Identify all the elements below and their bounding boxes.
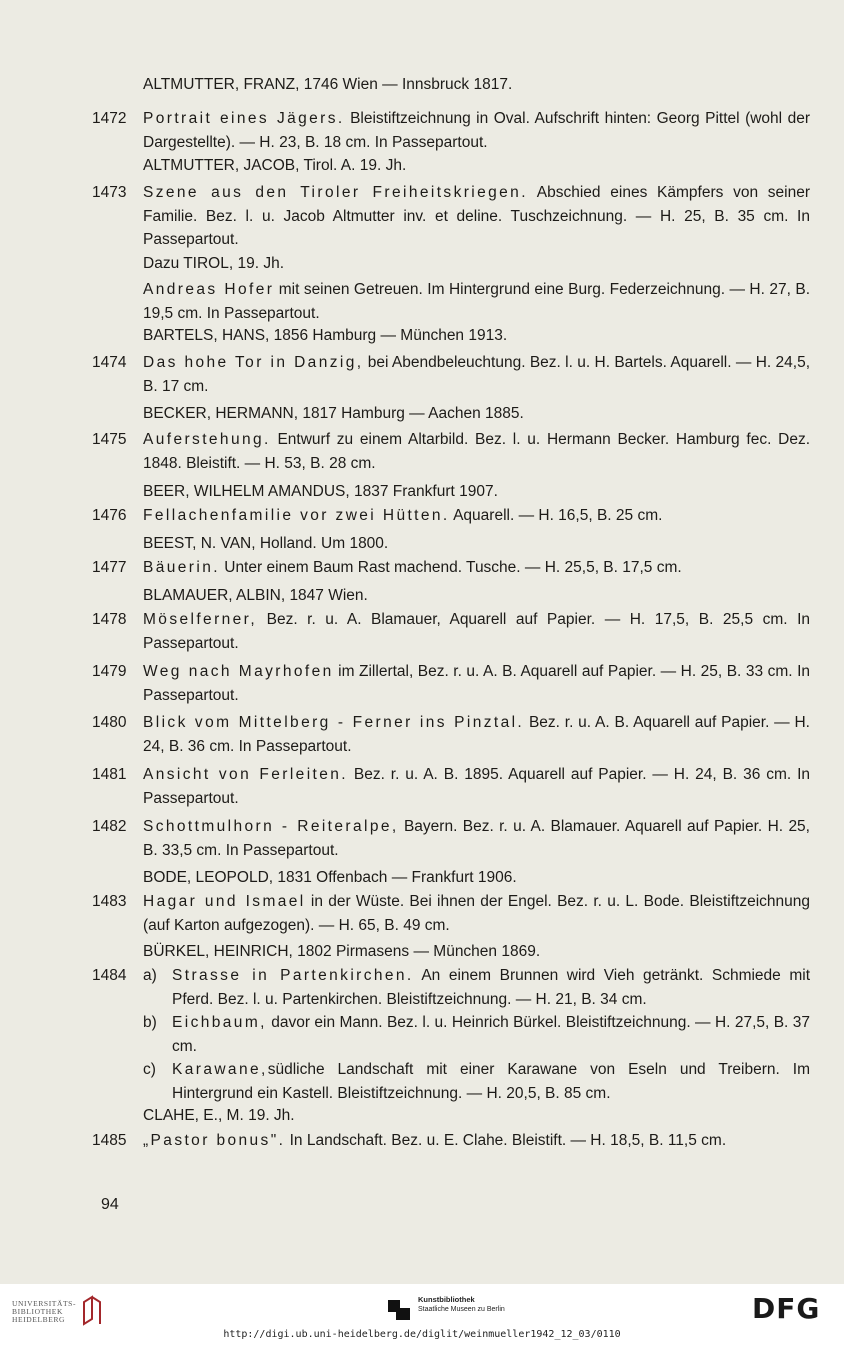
- lot-number: 1473: [92, 184, 127, 201]
- artwork-title: Szene aus den Tiroler Freiheitskriegen.: [143, 184, 528, 201]
- artwork-description: Bleistiftzeichnung in Oval. Aufschrift hinten: Georg Pittel (wohl der Dargestellte). — H. 23, B. 18 cm. In Passepartout.: [143, 110, 810, 151]
- entry-body: [143, 1129, 810, 1153]
- artwork-title: Möselferner,: [143, 611, 258, 628]
- lot-number: 1472: [92, 110, 127, 127]
- artist-heading: BLAMAUER, ALBIN, 1847 Wien.: [143, 587, 368, 604]
- artwork-description: Entwurf zu einem Altarbild. Bez. l. u. Hermann Becker. Hamburg fec. Dez. 1848. Bleistift. — H. 53, B. 28 cm.: [143, 431, 810, 472]
- entry-body: [143, 608, 810, 655]
- artwork-description: Bez. r. u. A. B. Aquarell auf Papier. — H. 24, B. 36 cm. In Passepartout.: [143, 714, 810, 755]
- artwork-title: Eichbaum,: [172, 1014, 267, 1031]
- lot-number: 1480: [92, 714, 127, 731]
- dfg-logo[interactable]: DFG: [752, 1292, 821, 1325]
- catalog-entry: [92, 890, 810, 937]
- artwork-description: bei Abendbeleuchtung. Bez. l. u. H. Bartels. Aquarell. — H. 24,5, B. 17 cm.: [143, 354, 810, 395]
- catalog-entry: [92, 608, 810, 655]
- sub-entry: [143, 1058, 810, 1105]
- artwork-description: im Zillertal, Bez. r. u. A. B. Aquarell auf Papier. — H. 25, B. 33 cm. In Passepartout.: [143, 663, 810, 704]
- artwork-title: Fellachenfamilie vor zwei Hütten.: [143, 507, 450, 524]
- lot-number: 1481: [92, 766, 127, 783]
- artwork-description: Bayern. Bez. r. u. A. Blamauer. Aquarell auf Papier. H. 25, B. 33,5 cm. In Passepartout.: [143, 818, 810, 859]
- artwork-description: Bez. r. u. A. B. 1895. Aquarell auf Papier. — H. 24, B. 36 cm. In Passepartout.: [143, 766, 811, 807]
- artwork-description: An einem Brunnen wird Vieh getränkt. Schmiede mit Pferd. Bez. l. u. Partenkirchen. Bleistiftzeichnung. — H. 21, B. 34 cm.: [172, 967, 811, 1008]
- artist-heading: ALTMUTTER, JACOB, Tirol. A. 19. Jh.: [143, 157, 407, 174]
- artwork-title: Andreas Hofer: [143, 281, 275, 298]
- artist-heading: BÜRKEL, HEINRICH, 1802 Pirmasens — München 1869.: [143, 943, 541, 960]
- lot-number: 1475: [92, 431, 127, 448]
- artwork-description: In Landschaft. Bez. u. E. Clahe. Bleistift. — H. 18,5, B. 11,5 cm.: [285, 1132, 727, 1149]
- kunst-line-2: Staatliche Museen zu Berlin: [418, 1306, 505, 1313]
- artist-heading: BEER, WILHELM AMANDUS, 1837 Frankfurt 1907.: [143, 483, 498, 500]
- lot-number: 1474: [92, 354, 127, 371]
- artwork-description: mit seinen Getreuen. Im Hintergrund eine Burg. Federzeichnung. — H. 27, B. 19,5 cm. In Passepartout.: [143, 281, 810, 322]
- catalog-entry: [92, 815, 810, 862]
- artwork-title: „Pastor bonus".: [143, 1132, 286, 1149]
- lot-number: 1484: [92, 967, 127, 984]
- entry-body: [143, 763, 810, 810]
- catalog-entry: [92, 711, 810, 758]
- lot-number: 1476: [92, 507, 127, 524]
- catalog-entry: [92, 351, 810, 398]
- artwork-description: Bez. r. u. A. Blamauer, Aquarell auf Papier. — H. 17,5, B. 25,5 cm. In Passepartout.: [143, 611, 810, 652]
- lot-number: 1479: [92, 663, 127, 680]
- catalog-entry: [92, 556, 810, 580]
- uni-line-2: BIBLIOTHEK: [12, 1307, 63, 1316]
- artwork-description: Unter einem Baum Rast machend. Tusche. — H. 25,5, B. 17,5 cm.: [219, 559, 682, 576]
- entry-body: [143, 351, 810, 398]
- footer-bar: [0, 1284, 844, 1345]
- entry-body: [143, 556, 810, 580]
- artwork-description: davor ein Mann. Bez. l. u. Heinrich Bürkel. Bleistiftzeichnung. — H. 27,5, B. 37 cm.: [172, 1014, 810, 1055]
- sub-entry-label: b): [143, 1014, 157, 1031]
- sub-entry-label: a): [143, 967, 157, 984]
- university-library-label[interactable]: [12, 1300, 76, 1324]
- entry-body: [143, 181, 810, 252]
- artwork-title: Blick vom Mittelberg - Ferner ins Pinztal.: [143, 714, 525, 731]
- lot-number: 1485: [92, 1132, 127, 1149]
- uni-line-1: UNIVERSITÄTS-: [12, 1299, 77, 1308]
- kunstbibliothek-logo-icon[interactable]: [386, 1296, 412, 1322]
- artist-heading: BECKER, HERMANN, 1817 Hamburg — Aachen 1885.: [143, 405, 524, 422]
- catalog-entry: [92, 1129, 810, 1153]
- artwork-title: Auferstehung.: [143, 431, 271, 448]
- entry-body: [143, 504, 810, 528]
- artwork-title: Weg nach Mayrhofen: [143, 663, 334, 680]
- entry-body: [143, 278, 810, 325]
- entry-body: [143, 107, 810, 154]
- lot-number: 1483: [92, 893, 127, 910]
- catalog-entry: [92, 181, 810, 252]
- entry-body: [143, 711, 810, 758]
- artist-heading: BEEST, N. VAN, Holland. Um 1800.: [143, 535, 389, 552]
- catalog-entry: [92, 964, 810, 1105]
- university-logo-icon[interactable]: [80, 1294, 102, 1328]
- catalog-entry: [92, 107, 810, 154]
- entry-body: [143, 660, 810, 707]
- catalog-entry: [92, 763, 810, 810]
- artwork-title: Schottmulhorn - Reiteralpe,: [143, 818, 399, 835]
- artist-heading: BODE, LEOPOLD, 1831 Offenbach — Frankfurt 1906.: [143, 869, 517, 886]
- artwork-description: südliche Landschaft mit einer Karawane von Eseln und Treibern. Im Hintergrund ein Kastell. Bleistiftzeichnung. — H. 20,5, B. 85 cm.: [172, 1061, 810, 1102]
- lot-number: 1482: [92, 818, 127, 835]
- artwork-title: Strasse in Partenkirchen.: [172, 967, 414, 984]
- artwork-title: Das hohe Tor in Danzig,: [143, 354, 364, 371]
- lot-number: 1477: [92, 559, 127, 576]
- kunstbibliothek-label[interactable]: [418, 1295, 505, 1314]
- artwork-description: Abschied eines Kämpfers von seiner Familie. Bez. l. u. Jacob Altmutter inv. et deline. Tuschzeichnung. — H. 25, B. 35 cm. In Passepartout.: [143, 184, 811, 248]
- sub-entry-label: c): [143, 1061, 156, 1078]
- sub-entry: [143, 964, 810, 1011]
- artist-heading: CLAHE, E., M. 19. Jh.: [143, 1107, 295, 1124]
- artist-heading: Dazu TIROL, 19. Jh.: [143, 255, 284, 272]
- sub-entry: [143, 1011, 810, 1058]
- permalink-url[interactable]: http://digi.ub.uni-heidelberg.de/diglit/weinmueller1942_12_03/0110: [223, 1329, 621, 1340]
- artwork-description: Aquarell. — H. 16,5, B. 25 cm.: [449, 507, 663, 524]
- catalog-entry: [92, 428, 810, 475]
- entry-body: [143, 964, 810, 1105]
- artwork-title: Bäuerin.: [143, 559, 220, 576]
- entry-body: [143, 428, 810, 475]
- entry-body: [143, 890, 810, 937]
- artwork-description: in der Wüste. Bei ihnen der Engel. Bez. r. u. L. Bode. Bleistiftzeichnung (auf Karton aufgezogen). — H. 65, B. 49 cm.: [143, 893, 810, 934]
- artwork-title: Karawane,: [172, 1061, 268, 1078]
- artist-heading: ALTMUTTER, FRANZ, 1746 Wien — Innsbruck 1817.: [143, 76, 513, 93]
- uni-line-3: HEIDELBERG: [12, 1315, 66, 1324]
- artist-heading: BARTELS, HANS, 1856 Hamburg — München 1913.: [143, 327, 508, 344]
- kunst-line-1: Kunstbibliothek: [418, 1295, 475, 1304]
- catalog-entry: [92, 660, 810, 707]
- catalog-entry: [92, 504, 810, 528]
- artwork-title: Hagar und Ismael: [143, 893, 306, 910]
- artwork-title: Ansicht von Ferleiten.: [143, 766, 348, 783]
- page-number: 94: [101, 1196, 119, 1213]
- catalog-entry: [92, 278, 810, 325]
- lot-number: 1478: [92, 611, 127, 628]
- artwork-title: Portrait eines Jägers.: [143, 110, 345, 127]
- entry-body: [143, 815, 810, 862]
